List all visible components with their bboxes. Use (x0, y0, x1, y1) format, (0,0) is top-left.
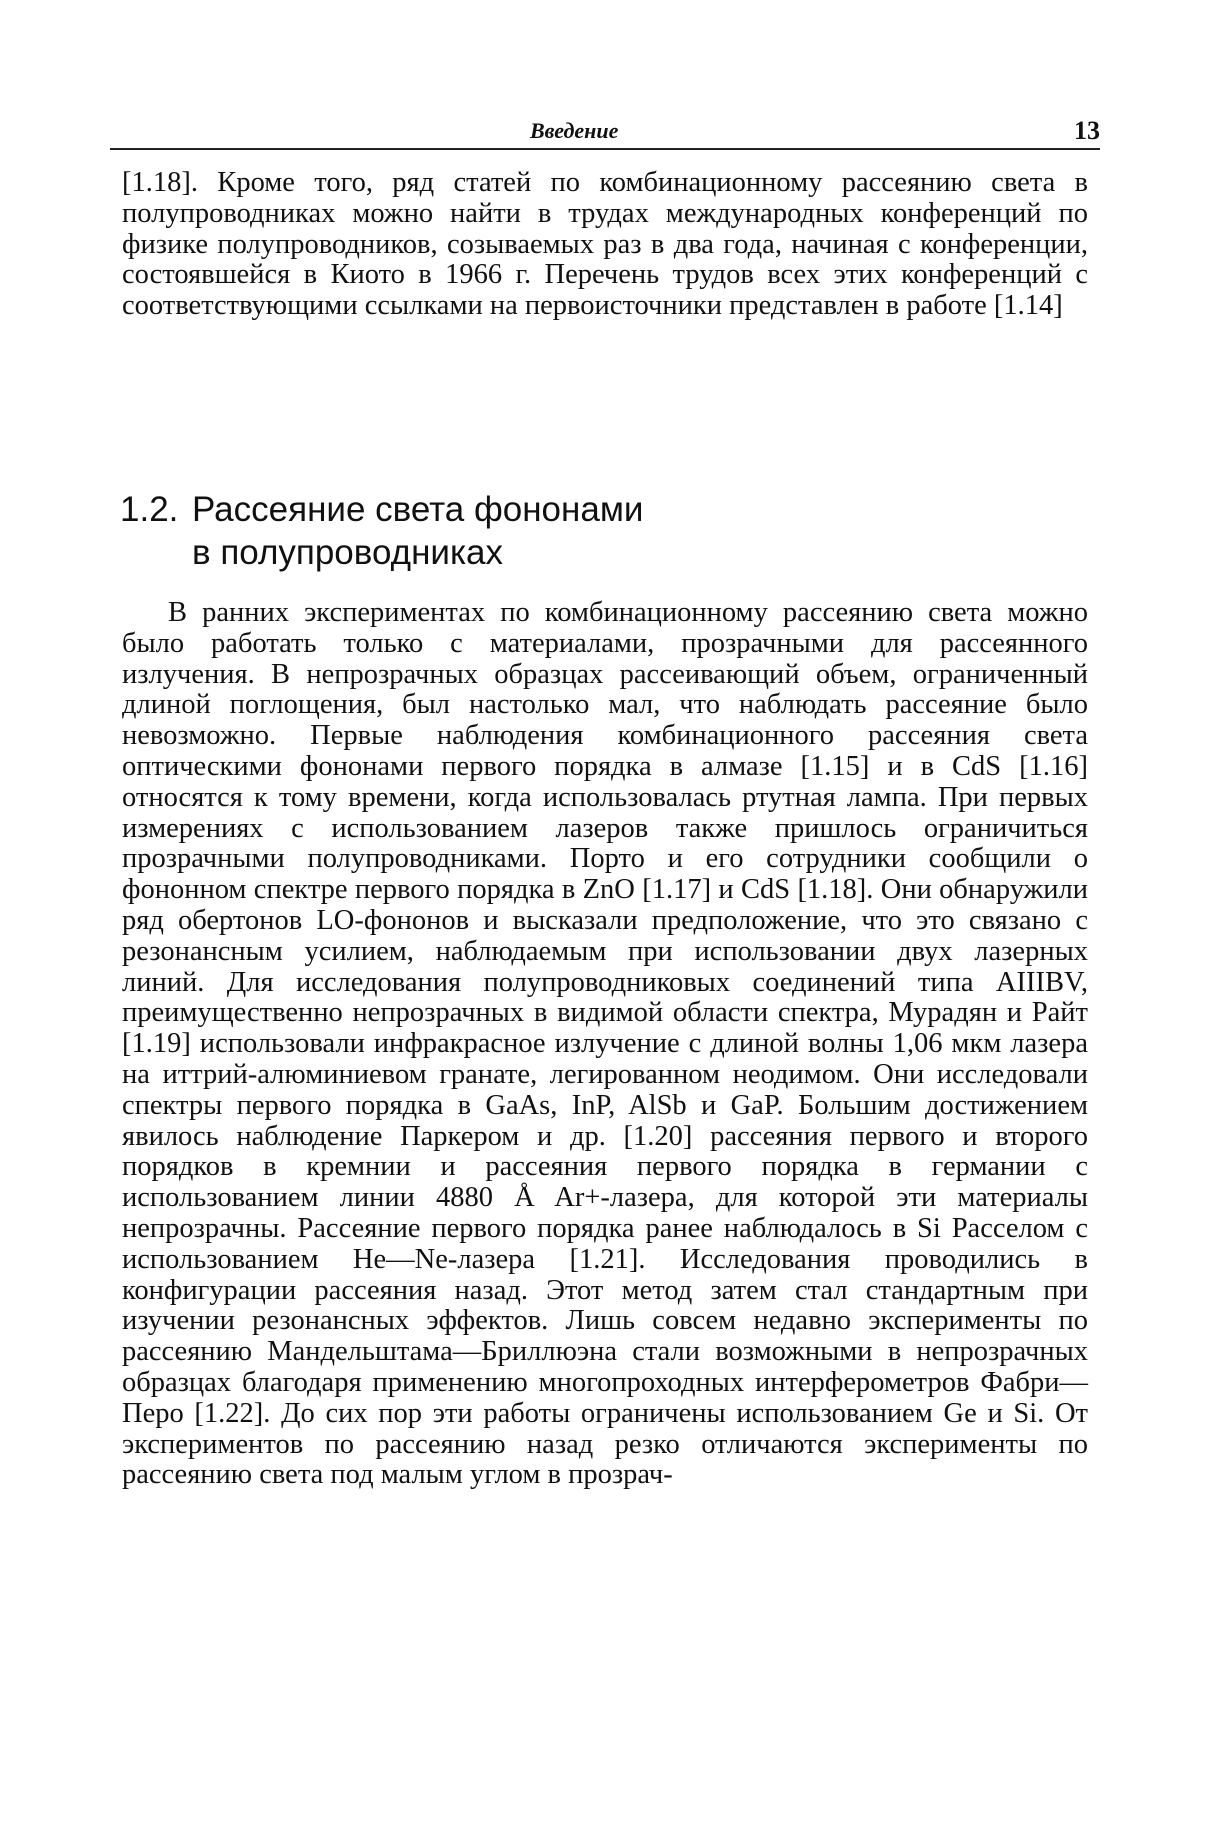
page-header (110, 112, 1100, 150)
page-number: 13 (1074, 116, 1100, 145)
section-number: 1.2. (120, 490, 179, 529)
section-title-line-2: в полупроводниках (192, 533, 504, 572)
paragraph-intro-continuation: [1.18]. Кроме того, ряд статей по комбинационному рассеянию света в полупроводниках можно найти в трудах международных конференций по физике полупроводников, созываемых раз в два года, начиная с конференции, состоявшейся в Киото в 1966 г. Перечень трудов всех этих конференций с соответствующими ссылками на первоисточники представлен в работе [1.14] (122, 167, 1088, 322)
section-heading (120, 488, 1020, 574)
running-title: Введение (530, 118, 619, 143)
section-title-line-1: Рассеяние света фононами (192, 490, 644, 529)
paragraph-section-body: В ранних экспериментах по комбинационному рассеянию света можно было работать только с материалами, прозрачными для рассеянного излучения. В непрозрачных образцах рассеивающий объем, ограниченный длиной поглощения, был настолько мал, что наблюдать рассеяние было невозможно. Первые наблюдения комбинационного рассеяния света оптическими фононами первого порядка в алмазе [1.15] и в CdS [1.16] относятся к тому времени, когда использовалась ртутная лампа. При первых измерениях с использованием лазеров также пришлось ограничиться прозрачными полупроводниками. Порто и его сотрудники сообщили о фононном спектре первого порядка в ZnO [1.17] и CdS [1.18]. Они обнаружили ряд обертонов LO-фононов и высказали предположение, что это связано с резонансным усилием, наблюдаемым при использовании двух лазерных линий. Для исследования полупроводниковых соединений типа AIIIBV, преимущественно непрозрачных в видимой области спектра, Мурадян и Райт [1.19] использовали инфракрасное излучение с длиной волны 1,06 мкм лазера на иттрий-алюминиевом гранате, легированном неодимом. Они исследовали спектры первого порядка в GaAs, InP, AlSb и GaP. Большим достижением явилось наблюдение Паркером и др. [1.20] рассеяния первого и второго порядков в кремнии и рассеяния первого порядка в германии с использованием линии 4880 Å Ar+-лазера, для которой эти материалы непрозрачны. Рассеяние первого порядка ранее наблюдалось в Si Расселом с использованием He—Ne-лазера [1.21]. Исследования проводились в конфигурации рассеяния назад. Этот метод затем стал стандартным при изучении резонансных эффектов. Лишь совсем недавно эксперименты по рассеянию Мандельштама—Бриллюэна стали возможными в непрозрачных образцах благодаря применению многопроходных интерферометров Фабри—Перо [1.22]. До сих пор эти работы ограничены использованием Ge и Si. От экспериментов по рассеянию назад резко отличаются эксперименты по рассеянию света под малым углом в прозрач- (122, 597, 1088, 1491)
